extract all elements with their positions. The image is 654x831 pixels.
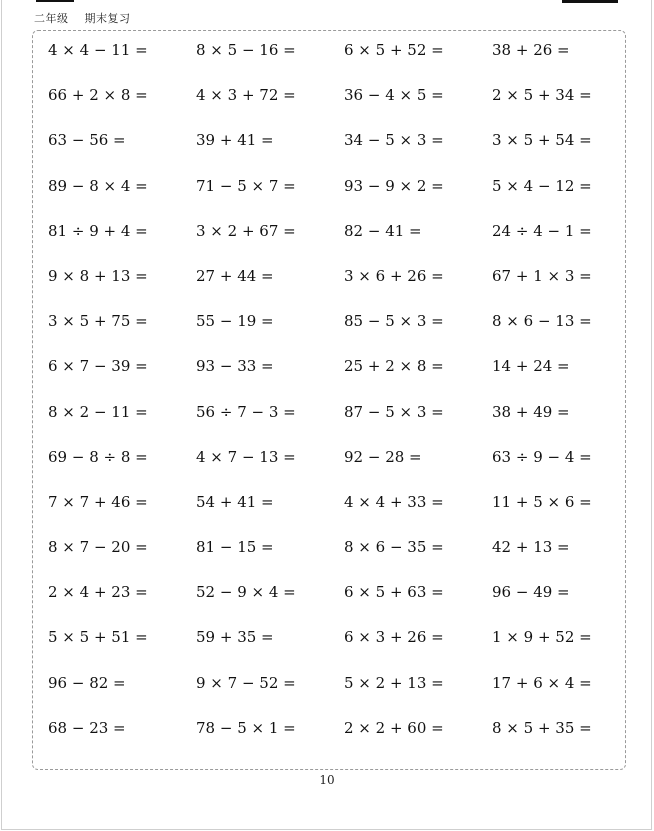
- math-problem: 4 × 7 − 13 =: [196, 447, 296, 466]
- math-problem: 4 × 4 + 33 =: [344, 492, 444, 511]
- math-problem: 25 + 2 × 8 =: [344, 357, 444, 376]
- math-problem: 6 × 3 + 26 =: [344, 628, 444, 647]
- math-problem: 55 − 19 =: [196, 312, 274, 331]
- math-problem: 8 × 6 − 35 =: [344, 538, 444, 557]
- math-problem: 8 × 6 − 13 =: [492, 312, 592, 331]
- math-problem: 14 + 24 =: [492, 357, 570, 376]
- math-problem: 8 × 5 − 16 =: [196, 41, 296, 59]
- math-problem: 2 × 4 + 23 =: [48, 583, 148, 602]
- math-problem: 36 − 4 × 5 =: [344, 86, 444, 105]
- math-problem: 8 × 2 − 11 =: [48, 402, 148, 421]
- math-problem: 63 ÷ 9 − 4 =: [492, 447, 592, 466]
- math-problem: 78 − 5 × 1 =: [196, 718, 296, 737]
- math-problem: 42 + 13 =: [492, 538, 570, 557]
- math-problem: 39 + 41 =: [196, 131, 274, 150]
- math-problem: 38 + 49 =: [492, 402, 570, 421]
- math-problem: 82 − 41 =: [344, 221, 422, 240]
- math-problem: 38 + 26 =: [492, 41, 570, 59]
- math-problem: 34 − 5 × 3 =: [344, 131, 444, 150]
- math-problem: 63 − 56 =: [48, 131, 126, 150]
- math-problem: 56 ÷ 7 − 3 =: [196, 402, 296, 421]
- math-problem: 3 × 6 + 26 =: [344, 266, 444, 285]
- math-problem: 89 − 8 × 4 =: [48, 176, 148, 195]
- math-problem: 1 × 9 + 52 =: [492, 628, 592, 647]
- math-problem: 9 × 8 + 13 =: [48, 266, 148, 285]
- math-problem: 6 × 5 + 52 =: [344, 41, 444, 59]
- math-problem: 85 − 5 × 3 =: [344, 312, 444, 331]
- top-right-mark: [562, 0, 618, 3]
- math-problem: 17 + 6 × 4 =: [492, 673, 592, 692]
- math-problem: 7 × 7 + 46 =: [48, 492, 148, 511]
- page-number: 10: [319, 773, 335, 787]
- math-problem: 92 − 28 =: [344, 447, 422, 466]
- math-problem: 93 − 9 × 2 =: [344, 176, 444, 195]
- math-problem: 67 + 1 × 3 =: [492, 266, 592, 285]
- grade-label: 二年级: [34, 12, 69, 25]
- math-problem: 4 × 4 − 11 =: [48, 41, 148, 59]
- math-problem: 66 + 2 × 8 =: [48, 86, 148, 105]
- math-problem: 3 × 5 + 75 =: [48, 312, 148, 331]
- math-problem: 6 × 5 + 63 =: [344, 583, 444, 602]
- math-problem: 5 × 2 + 13 =: [344, 673, 444, 692]
- math-problem: 9 × 7 − 52 =: [196, 673, 296, 692]
- math-problem: 69 − 8 ÷ 8 =: [48, 447, 148, 466]
- math-problem: 3 × 5 + 54 =: [492, 131, 592, 150]
- math-problem: 71 − 5 × 7 =: [196, 176, 296, 195]
- header-title: 期末复习: [84, 12, 131, 25]
- math-problem: 6 × 7 − 39 =: [48, 357, 148, 376]
- math-problem: 24 ÷ 4 − 1 =: [492, 221, 592, 240]
- math-problem: 2 × 2 + 60 =: [344, 718, 444, 737]
- problem-grid: [48, 37, 618, 757]
- math-problem: 96 − 49 =: [492, 583, 570, 602]
- math-problem: 68 − 23 =: [48, 718, 126, 737]
- math-problem: 8 × 5 + 35 =: [492, 718, 592, 737]
- math-problem: 93 − 33 =: [196, 357, 274, 376]
- math-problem: 4 × 3 + 72 =: [196, 86, 296, 105]
- math-problem: 96 − 82 =: [48, 673, 126, 692]
- math-problem: 11 + 5 × 6 =: [492, 492, 592, 511]
- math-problem: 81 − 15 =: [196, 538, 274, 557]
- math-problem: 3 × 2 + 67 =: [196, 221, 296, 240]
- math-problem: 5 × 4 − 12 =: [492, 176, 592, 195]
- math-problem: 59 + 35 =: [196, 628, 274, 647]
- math-problem: 52 − 9 × 4 =: [196, 583, 296, 602]
- top-left-mark: [36, 0, 74, 2]
- math-problem: 87 − 5 × 3 =: [344, 402, 444, 421]
- math-problem: 54 + 41 =: [196, 492, 274, 511]
- page-header: [34, 10, 131, 26]
- math-problem: 27 + 44 =: [196, 266, 274, 285]
- math-problem: 81 ÷ 9 + 4 =: [48, 221, 148, 240]
- math-problem: 8 × 7 − 20 =: [48, 538, 148, 557]
- math-problem: 5 × 5 + 51 =: [48, 628, 148, 647]
- math-problem: 2 × 5 + 34 =: [492, 86, 592, 105]
